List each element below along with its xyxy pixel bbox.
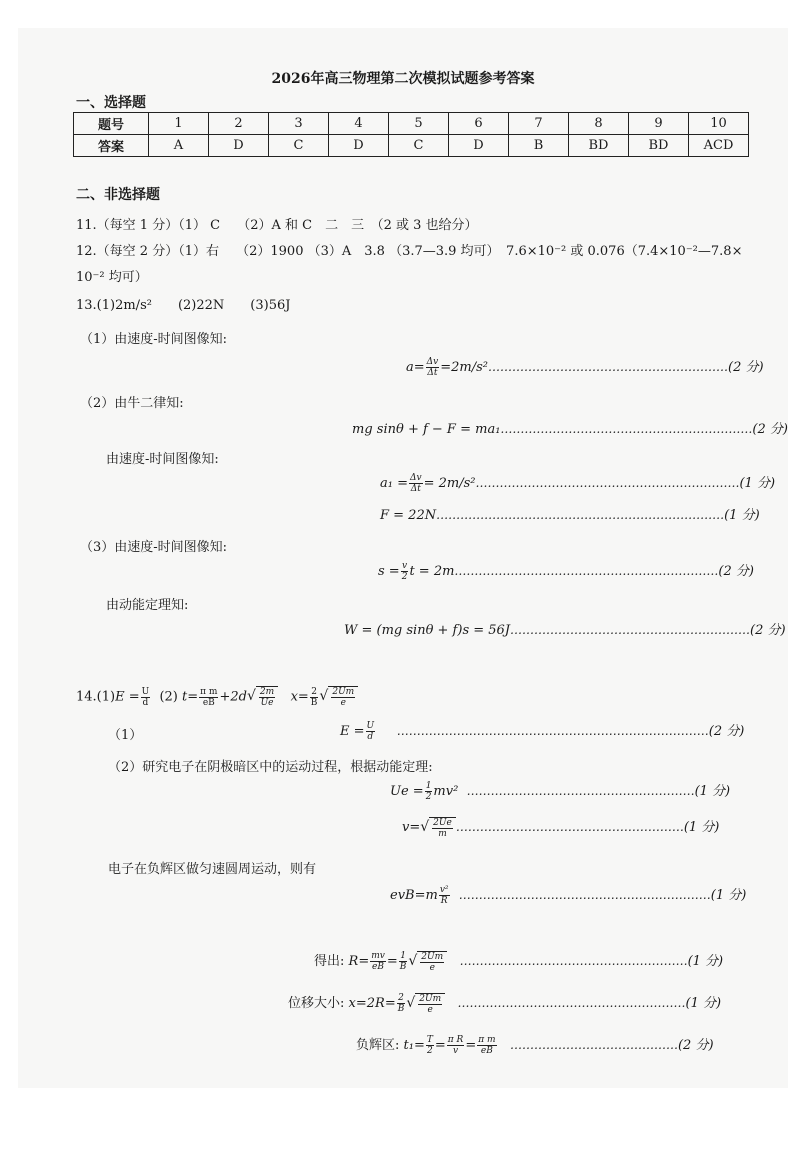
eq-work: W = (mg sinθ + f)s = 56J……………………………………………………(2 分) (344, 623, 786, 638)
section-nonchoice-heading: 二、非选择题 (76, 187, 160, 203)
table-cell: 7 (509, 113, 569, 135)
q13-part1-label: （1）由速度-时间图像知: (80, 332, 228, 347)
table-cell: D (209, 135, 269, 157)
q13-part2-label: （2）由牛二律知: (80, 396, 184, 411)
q12-answer-line2: 10⁻² 均可） (76, 270, 148, 285)
table-cell: D (329, 135, 389, 157)
table-cell: 8 (569, 113, 629, 135)
q13-part2b-label: 由速度-时间图像知: (106, 452, 219, 467)
table-cell: C (269, 135, 329, 157)
table-cell: A (149, 135, 209, 157)
page-title: 2026年高三物理第二次模拟试题参考答案 (271, 71, 535, 87)
eq-velocity: v=√ $\frac{2Ue}{m}$ …………………………………………………(1 分) (402, 817, 720, 839)
eq-field-strength: E = $\frac{U}{d}$ ……………………………………………………………………(2 分) (340, 721, 745, 742)
table-cell: 4 (329, 113, 389, 135)
answer-table (73, 112, 749, 157)
table-cell: BD (629, 135, 689, 157)
table-cell: C (389, 135, 449, 157)
table-cell: 9 (629, 113, 689, 135)
eq-force: F = 22N………………………………………………………………(1 分) (380, 508, 760, 523)
q14-answer-summary: 14.(1)E = $\frac{U}{d}$ (2) t= $\frac{\text{π m}}{eB}$ +2d√ $\frac{2m}{Ue}$ x= $\frac{2}{B}$ √ $\frac{2Um}{e}$ (76, 686, 358, 708)
q13-answer: 13.(1)2m/s² (2)22N (3)56J (76, 298, 291, 313)
q12-answer-line1: 12.（每空 2 分）（1）右 （2）1900 （3）A 3.8 （3.7—3.9 均可） 7.6×10⁻² 或 0.076（7.4×10⁻²—7.8× (76, 244, 743, 259)
q14-part3-label: 电子在负辉区做匀速圆周运动，则有 (108, 862, 317, 877)
eq-total-displacement: 位移大小: x=2R= $\frac{2}{B}$ √ $\frac{2Um}{e}$ …………………………………………………(1 分) (288, 993, 722, 1015)
table-cell: D (449, 135, 509, 157)
eq-radius: 得出: R= $\frac{mv}{eB}$ = $\frac{1}{B}$ √ $\frac{2Um}{e}$ …………………………………………………(1 分) (314, 951, 724, 973)
eq-lorentz: evB=m $\frac{\text{v²}}{R}$ ………………………………………………………(1 分) (390, 885, 747, 906)
eq-a1: a₁ = $\frac{\Delta v}{\Delta t}$ = 2m/s²…………………………………………………………(1 分) (380, 473, 776, 494)
table-cell: 10 (689, 113, 749, 135)
eq-kinetic-energy: Ue = $\frac{1}{2}$ mv² …………………………………………………(1 分) (390, 781, 731, 802)
q13-part3-label: （3）由速度-时间图像知: (80, 540, 228, 555)
answer-sheet-page (18, 28, 788, 1088)
table-cell: 6 (449, 113, 509, 135)
q13-part3b-label: 由动能定理知: (106, 598, 189, 613)
table-cell: 3 (269, 113, 329, 135)
table-cell: 2 (209, 113, 269, 135)
eq-newton: mg sinθ + f − F = ma₁………………………………………………………(2 分) (352, 422, 788, 437)
table-row-answers (74, 135, 749, 157)
table-header-num: 题号 (74, 113, 149, 135)
q14-part2-label: （2）研究电子在阴极暗区中的运动过程，根据动能定理: (108, 760, 433, 775)
eq-displacement: s = $\frac{v}{2}$ t = 2m…………………………………………………………(2 分) (378, 561, 754, 582)
table-header-ans: 答案 (74, 135, 149, 157)
eq-time: 负辉区: t₁= $\frac{T}{2}$ = $\frac{\text{π R}}{v}$ = $\frac{\text{π m}}{eB}$ ……………………………………(2 分) (356, 1035, 714, 1056)
table-row-numbers (74, 113, 749, 135)
eq-acceleration: a= $\frac{\Delta v}{\Delta t}$ =2m/s²……………………………………………………(2 分) (406, 357, 764, 378)
table-cell: 1 (149, 113, 209, 135)
table-cell: ACD (689, 135, 749, 157)
table-cell: BD (569, 135, 629, 157)
table-cell: B (509, 135, 569, 157)
section-choice-heading: 一、选择题 (76, 95, 146, 111)
q14-part1-label: （1） (108, 728, 143, 743)
table-cell: 5 (389, 113, 449, 135)
q11-answer: 11.（每空 1 分）（1） C （2）A 和 C 二 三 （2 或 3 也给分） (76, 218, 478, 233)
